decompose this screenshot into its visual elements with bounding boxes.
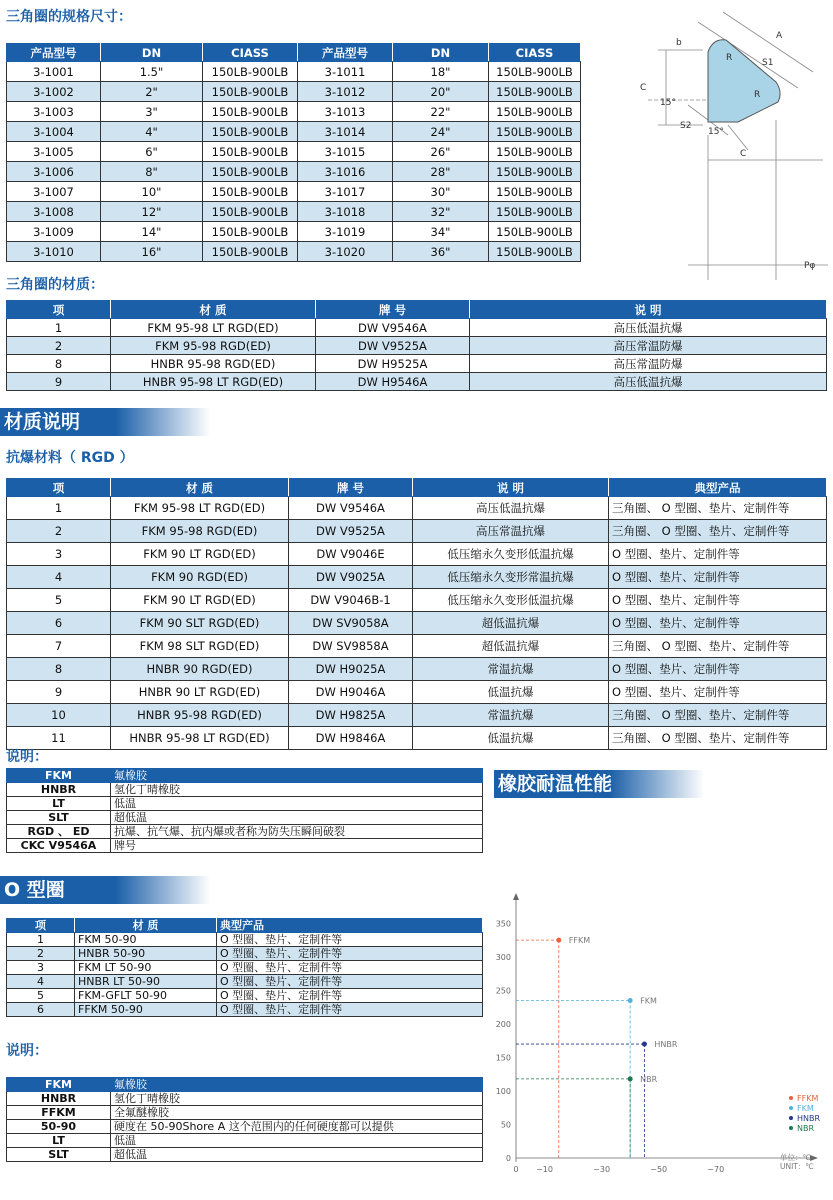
note2-cell: 硬度在 50-90Shore A 这个范围内的任何硬度都可以提供 (111, 1120, 483, 1134)
material-cell: 8 (7, 355, 111, 373)
rgd-cell: 超低温抗爆 (413, 635, 609, 658)
spec-cell: 3-1005 (7, 142, 101, 162)
spec-row (7, 142, 581, 162)
spec-cell: 3-1015 (298, 142, 393, 162)
oring-cell: 6 (7, 1003, 75, 1017)
spec-cell: 3-1017 (298, 182, 393, 202)
oring-row (7, 975, 483, 989)
oring-cell: O 型圈、垫片、定制件等 (217, 975, 483, 989)
material-header: 材 质 (111, 301, 316, 319)
rgd-cell: 低压缩永久变形低温抗爆 (413, 543, 609, 566)
oring-header: 材 质 (75, 919, 217, 933)
point-label: HNBR (654, 1040, 678, 1050)
note2-cell: 氢化丁晴橡胶 (111, 1092, 483, 1106)
y-tick-label: 300 (495, 952, 511, 962)
drawing-label: S2 (680, 121, 692, 131)
rgd-cell: FKM 90 LT RGD(ED) (111, 589, 289, 612)
legend-label: FKM (797, 1104, 814, 1113)
note2-cell: 超低温 (111, 1148, 483, 1162)
legend-label: HNBR (797, 1114, 821, 1123)
material-cell: DW H9525A (316, 355, 470, 373)
rgd-cell: 5 (7, 589, 111, 612)
note2-cell: FFKM (7, 1106, 111, 1120)
drawing-label: Pφ (804, 261, 816, 271)
rgd-cell: DW V9025A (289, 566, 413, 589)
rgd-cell: DW V9046E (289, 543, 413, 566)
material-row (7, 373, 827, 391)
spec-cell: 4" (101, 122, 203, 142)
note1-cell: 牌号 (111, 839, 483, 853)
x-tick-label: −30 (593, 1165, 611, 1174)
oring-row (7, 989, 483, 1003)
rgd-cell: DW H9046A (289, 681, 413, 704)
data-point (642, 1042, 647, 1047)
rgd-header: 说 明 (413, 479, 609, 497)
oring-cell: HNBR 50-90 (75, 947, 217, 961)
spec-row (7, 182, 581, 202)
rgd-cell: O 型圈、垫片、定制件等 (609, 612, 827, 635)
material-header: 说 明 (470, 301, 827, 319)
drawing-label: A (776, 31, 783, 41)
note2-row (7, 1092, 483, 1106)
note2-cell: SLT (7, 1148, 111, 1162)
material-row (7, 337, 827, 355)
spec-cell: 3-1016 (298, 162, 393, 182)
spec-cell: 3-1007 (7, 182, 101, 202)
oring-cell: 4 (7, 975, 75, 989)
note2-cell: HNBR (7, 1092, 111, 1106)
temp-banner: 橡胶耐温性能 (494, 770, 704, 798)
oring-cell: FKM 50-90 (75, 933, 217, 947)
rgd-cell: 三角圈、 O 型圈、垫片、定制件等 (609, 727, 827, 750)
unit-label: 单位：℃ (780, 1153, 811, 1162)
rgd-cell: 3 (7, 543, 111, 566)
rgd-row (7, 589, 827, 612)
oring-header: 典型产品 (217, 919, 483, 933)
material-cell: DW H9546A (316, 373, 470, 391)
unit-label: UNIT：℃ (780, 1162, 814, 1171)
material-cell: FKM 95-98 LT RGD(ED) (111, 319, 316, 337)
spec-cell: 150LB-900LB (203, 222, 298, 242)
spec-cell: 18" (393, 62, 489, 82)
legend-marker (789, 1126, 793, 1130)
spec-cell: 150LB-900LB (489, 102, 581, 122)
rgd-cell: O 型圈、垫片、定制件等 (609, 566, 827, 589)
spec-cell: 34" (393, 222, 489, 242)
y-tick-label: 0 (505, 1154, 511, 1163)
rgd-row (7, 497, 827, 520)
legend-label: NBR (797, 1124, 815, 1133)
spec-table (6, 43, 581, 262)
y-tick-label: 250 (495, 986, 511, 996)
rgd-cell: 低压缩永久变形低温抗爆 (413, 589, 609, 612)
rgd-row (7, 566, 827, 589)
oring-cell: 5 (7, 989, 75, 1003)
material-cell: FKM 95-98 RGD(ED) (111, 337, 316, 355)
rgd-cell: 9 (7, 681, 111, 704)
rgd-row (7, 704, 827, 727)
spec-header: CIASS (489, 44, 581, 62)
rgd-cell: O 型圈、垫片、定制件等 (609, 589, 827, 612)
note2-row (7, 1106, 483, 1120)
y-axis-arrow (513, 893, 519, 900)
material-cell: 高压低温抗爆 (470, 319, 827, 337)
spec-cell: 150LB-900LB (489, 142, 581, 162)
rgd-cell: O 型圈、垫片、定制件等 (609, 681, 827, 704)
spec-cell: 16" (101, 242, 203, 262)
rgd-cell: 低压缩永久变形常温抗爆 (413, 566, 609, 589)
spec-row (7, 202, 581, 222)
material-cell: 2 (7, 337, 111, 355)
rgd-cell: HNBR 95-98 LT RGD(ED) (111, 727, 289, 750)
spec-cell: 26" (393, 142, 489, 162)
spec-header: 产品型号 (298, 44, 393, 62)
spec-cell: 6" (101, 142, 203, 162)
spec-cell: 3-1011 (298, 62, 393, 82)
spec-cell: 3-1010 (7, 242, 101, 262)
rgd-cell: DW V9546A (289, 497, 413, 520)
point-label: FKM (640, 996, 657, 1006)
spec-cell: 150LB-900LB (203, 162, 298, 182)
rgd-header: 牌 号 (289, 479, 413, 497)
rgd-cell: 超低温抗爆 (413, 612, 609, 635)
oring-banner: O 型圈 (0, 876, 210, 904)
rgd-cell: 低温抗爆 (413, 727, 609, 750)
point-label: NBR (640, 1074, 658, 1084)
spec-cell: 3-1001 (7, 62, 101, 82)
legend-label: FFKM (797, 1094, 819, 1103)
rgd-row (7, 520, 827, 543)
note1-cell: 氟橡胶 (111, 769, 483, 783)
spec-cell: 150LB-900LB (203, 102, 298, 122)
rgd-row (7, 635, 827, 658)
note2-row (7, 1078, 483, 1092)
rgd-cell: 10 (7, 704, 111, 727)
oring-cell: FFKM 50-90 (75, 1003, 217, 1017)
spec-title: 三角圈的规格尺寸： (6, 9, 132, 25)
note1-cell: 超低温 (111, 811, 483, 825)
note2-cell: LT (7, 1134, 111, 1148)
spec-header: CIASS (203, 44, 298, 62)
note1-row (7, 811, 483, 825)
rgd-cell: O 型圈、垫片、定制件等 (609, 543, 827, 566)
spec-cell: 150LB-900LB (489, 202, 581, 222)
rgd-cell: FKM 98 SLT RGD(ED) (111, 635, 289, 658)
spec-cell: 150LB-900LB (489, 242, 581, 262)
spec-header: 产品型号 (7, 44, 101, 62)
material-table (6, 300, 827, 391)
note1-cell: 低温 (111, 797, 483, 811)
spec-cell: 150LB-900LB (489, 162, 581, 182)
drawing-label: C (740, 149, 747, 159)
spec-cell: 150LB-900LB (203, 122, 298, 142)
spec-cell: 3-1009 (7, 222, 101, 242)
rgd-cell: DW SV9858A (289, 635, 413, 658)
note1-row (7, 797, 483, 811)
spec-cell: 3-1004 (7, 122, 101, 142)
oring-cell: 1 (7, 933, 75, 947)
oring-cell: 2 (7, 947, 75, 961)
note2-title: 说明： (6, 1043, 48, 1059)
spec-cell: 3-1008 (7, 202, 101, 222)
material-header: 项 (7, 301, 111, 319)
rgd-row (7, 681, 827, 704)
oring-cell: O 型圈、垫片、定制件等 (217, 961, 483, 975)
legend-marker (789, 1116, 793, 1120)
x-axis-arrow (810, 1155, 818, 1161)
material-header: 牌 号 (316, 301, 470, 319)
spec-cell: 14" (101, 222, 203, 242)
oring-cell: O 型圈、垫片、定制件等 (217, 1003, 483, 1017)
spec-cell: 10" (101, 182, 203, 202)
rgd-cell: HNBR 90 RGD(ED) (111, 658, 289, 681)
rgd-cell: 6 (7, 612, 111, 635)
material-title: 三角圈的材质： (6, 277, 104, 293)
note1-cell: LT (7, 797, 111, 811)
spec-cell: 3-1006 (7, 162, 101, 182)
rgd-subtitle: 抗爆材料（ RGD ） (6, 450, 134, 466)
note1-cell: HNBR (7, 783, 111, 797)
material-cell: 高压低温抗爆 (470, 373, 827, 391)
note2-cell: FKM (7, 1078, 111, 1092)
rgd-cell: FKM 95-98 RGD(ED) (111, 520, 289, 543)
oring-row (7, 961, 483, 975)
rgd-row (7, 727, 827, 750)
rgd-cell: 三角圈、 O 型圈、垫片、定制件等 (609, 520, 827, 543)
rgd-cell: DW V9525A (289, 520, 413, 543)
oring-row (7, 933, 483, 947)
rgd-cell: 1 (7, 497, 111, 520)
y-tick-label: 50 (500, 1120, 511, 1130)
rgd-cell: FKM 95-98 LT RGD(ED) (111, 497, 289, 520)
rgd-cell: 11 (7, 727, 111, 750)
y-tick-label: 200 (495, 1019, 511, 1029)
rgd-header: 典型产品 (609, 479, 827, 497)
y-tick-label: 100 (495, 1086, 511, 1096)
x-tick-label: −10 (536, 1165, 553, 1174)
spec-row (7, 62, 581, 82)
material-cell: 高压常温防爆 (470, 355, 827, 373)
oring-cell: O 型圈、垫片、定制件等 (217, 933, 483, 947)
rgd-cell: DW V9046B-1 (289, 589, 413, 612)
rgd-cell: 4 (7, 566, 111, 589)
spec-cell: 3-1019 (298, 222, 393, 242)
spec-cell: 150LB-900LB (489, 82, 581, 102)
triangle-ring-drawing (628, 10, 828, 282)
spec-cell: 3-1003 (7, 102, 101, 122)
x-tick-label: −70 (707, 1165, 725, 1174)
y-tick-label: 350 (495, 919, 511, 929)
note1-title: 说明： (6, 749, 48, 765)
spec-cell: 24" (393, 122, 489, 142)
spec-cell: 3-1018 (298, 202, 393, 222)
spec-cell: 3-1020 (298, 242, 393, 262)
rgd-cell: HNBR 90 LT RGD(ED) (111, 681, 289, 704)
note1-cell: SLT (7, 811, 111, 825)
spec-cell: 150LB-900LB (203, 202, 298, 222)
spec-cell: 3-1013 (298, 102, 393, 122)
rgd-cell: 8 (7, 658, 111, 681)
spec-row (7, 162, 581, 182)
rgd-cell: FKM 90 LT RGD(ED) (111, 543, 289, 566)
spec-cell: 36" (393, 242, 489, 262)
spec-cell: 150LB-900LB (203, 62, 298, 82)
rgd-cell: 低温抗爆 (413, 681, 609, 704)
legend-marker (789, 1106, 793, 1110)
legend-marker (789, 1096, 793, 1100)
note1-row (7, 839, 483, 853)
oring-cell: FKM LT 50-90 (75, 961, 217, 975)
oring-row (7, 1003, 483, 1017)
spec-cell: 20" (393, 82, 489, 102)
spec-cell: 28" (393, 162, 489, 182)
rgd-cell: 三角圈、 O 型圈、垫片、定制件等 (609, 497, 827, 520)
spec-cell: 3-1014 (298, 122, 393, 142)
rgd-cell: 常温抗爆 (413, 658, 609, 681)
note2-row (7, 1148, 483, 1162)
note1-cell: RGD 、 ED (7, 825, 111, 839)
oring-row (7, 947, 483, 961)
note2-row (7, 1134, 483, 1148)
data-point (556, 938, 561, 943)
note1-cell: 氢化丁晴橡胶 (111, 783, 483, 797)
spec-cell: 150LB-900LB (489, 62, 581, 82)
rgd-cell: 7 (7, 635, 111, 658)
rgd-row (7, 612, 827, 635)
spec-cell: 150LB-900LB (489, 222, 581, 242)
data-point (628, 1076, 633, 1081)
spec-cell: 8" (101, 162, 203, 182)
note1-cell: 抗爆、抗气爆、抗内爆或者称为防失压瞬间破裂 (111, 825, 483, 839)
drawing-label: 15° (660, 98, 676, 108)
drawing-label: R (726, 53, 733, 63)
rgd-cell: O 型圈、垫片、定制件等 (609, 658, 827, 681)
material-cell: 高压常温防爆 (470, 337, 827, 355)
rgd-cell: 常温抗爆 (413, 704, 609, 727)
spec-cell: 2" (101, 82, 203, 102)
rgd-cell: 2 (7, 520, 111, 543)
rgd-cell: 三角圈、 O 型圈、垫片、定制件等 (609, 635, 827, 658)
rgd-cell: 高压低温抗爆 (413, 497, 609, 520)
temperature-chart (488, 890, 830, 1190)
oring-cell: O 型圈、垫片、定制件等 (217, 989, 483, 1003)
material-row (7, 355, 827, 373)
rgd-cell: HNBR 95-98 RGD(ED) (111, 704, 289, 727)
oring-header: 项 (7, 919, 75, 933)
rgd-cell: FKM 90 SLT RGD(ED) (111, 612, 289, 635)
x-tick-label: 0 (513, 1165, 519, 1174)
note1-cell: CKC V9546A (7, 839, 111, 853)
material-cell: 9 (7, 373, 111, 391)
rgd-cell: FKM 90 RGD(ED) (111, 566, 289, 589)
spec-cell: 150LB-900LB (203, 142, 298, 162)
spec-cell: 3" (101, 102, 203, 122)
oring-cell: 3 (7, 961, 75, 975)
note1-table (6, 768, 483, 853)
material-cell: DW V9546A (316, 319, 470, 337)
rgd-cell: DW SV9058A (289, 612, 413, 635)
note2-table (6, 1077, 483, 1162)
oring-cell: FKM-GFLT 50-90 (75, 989, 217, 1003)
oring-cell: O 型圈、垫片、定制件等 (217, 947, 483, 961)
spec-cell: 32" (393, 202, 489, 222)
data-point (628, 998, 633, 1003)
drawing-label: S1 (762, 58, 774, 68)
material-cell: HNBR 95-98 RGD(ED) (111, 355, 316, 373)
x-tick-label: −50 (650, 1165, 668, 1174)
rgd-table (6, 478, 827, 750)
spec-cell: 150LB-900LB (203, 82, 298, 102)
spec-cell: 3-1002 (7, 82, 101, 102)
drawing-label: C (640, 83, 647, 93)
material-cell: 1 (7, 319, 111, 337)
spec-row (7, 82, 581, 102)
note2-cell: 50-90 (7, 1120, 111, 1134)
note1-row (7, 769, 483, 783)
note1-row (7, 825, 483, 839)
rgd-cell: DW H9025A (289, 658, 413, 681)
note2-row (7, 1120, 483, 1134)
spec-header: DN (393, 44, 489, 62)
rgd-cell: DW H9846A (289, 727, 413, 750)
spec-cell: 1.5" (101, 62, 203, 82)
rgd-cell: 高压常温抗爆 (413, 520, 609, 543)
rgd-cell: DW H9825A (289, 704, 413, 727)
point-label: FFKM (568, 936, 591, 946)
spec-header: DN (101, 44, 203, 62)
rgd-header: 项 (7, 479, 111, 497)
spec-cell: 12" (101, 202, 203, 222)
material-note-banner: 材质说明 (0, 408, 210, 436)
spec-cell: 150LB-900LB (203, 182, 298, 202)
note2-cell: 全氟醚橡胶 (111, 1106, 483, 1120)
rgd-row (7, 658, 827, 681)
spec-row (7, 122, 581, 142)
oring-cell: HNBR LT 50-90 (75, 975, 217, 989)
spec-cell: 150LB-900LB (203, 242, 298, 262)
spec-cell: 30" (393, 182, 489, 202)
drawing-label: b (676, 38, 682, 48)
note1-row (7, 783, 483, 797)
note2-cell: 低温 (111, 1134, 483, 1148)
oring-table (6, 918, 483, 1017)
spec-row (7, 242, 581, 262)
material-row (7, 319, 827, 337)
spec-cell: 22" (393, 102, 489, 122)
drawing-label: 15° (708, 127, 724, 137)
spec-cell: 150LB-900LB (489, 182, 581, 202)
note2-cell: 氟橡胶 (111, 1078, 483, 1092)
y-tick-label: 150 (495, 1053, 511, 1063)
material-cell: HNBR 95-98 LT RGD(ED) (111, 373, 316, 391)
spec-cell: 150LB-900LB (489, 122, 581, 142)
drawing-label: R (754, 90, 761, 100)
material-cell: DW V9525A (316, 337, 470, 355)
rgd-header: 材 质 (111, 479, 289, 497)
spec-row (7, 102, 581, 122)
rgd-row (7, 543, 827, 566)
note1-cell: FKM (7, 769, 111, 783)
spec-row (7, 222, 581, 242)
rgd-cell: 三角圈、 O 型圈、垫片、定制件等 (609, 704, 827, 727)
spec-cell: 3-1012 (298, 82, 393, 102)
